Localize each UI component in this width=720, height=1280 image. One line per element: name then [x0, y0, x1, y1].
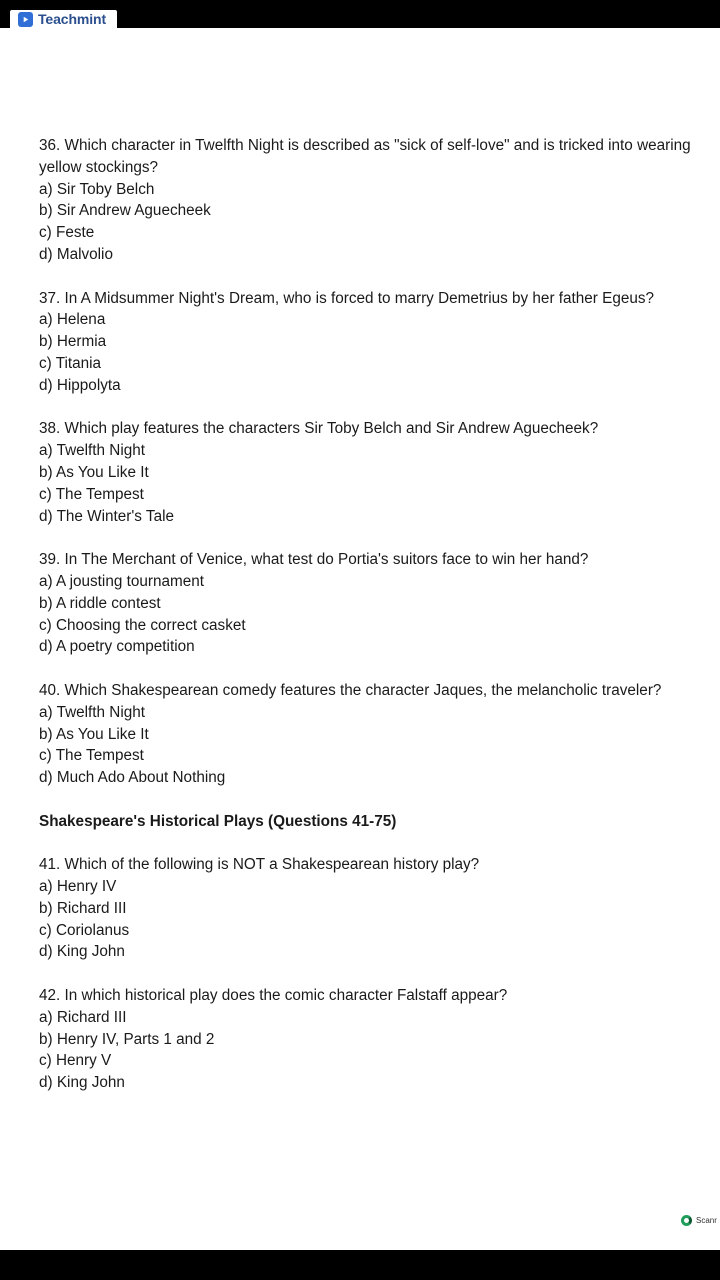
- scanner-watermark: [681, 1212, 720, 1228]
- option-b: b) Richard III: [39, 899, 127, 917]
- option-b: b) Sir Andrew Aguecheek: [39, 202, 211, 220]
- question-36: [39, 135, 709, 266]
- option-b: b) As You Like It: [39, 463, 149, 481]
- option-a: a) Twelfth Night: [39, 442, 145, 460]
- question-39: [39, 549, 709, 658]
- option-c: c) Coriolanus: [39, 921, 130, 939]
- scanner-logo-icon: [681, 1215, 692, 1226]
- question-text: 38. Which play features the characters Sir Toby Belch and Sir Andrew Aguecheek?: [39, 420, 599, 438]
- bottom-bar: [0, 1250, 720, 1280]
- option-a: a) Henry IV: [39, 878, 117, 896]
- top-bar: [0, 0, 720, 28]
- option-d: d) Hippolyta: [39, 376, 121, 394]
- option-b: b) Henry IV, Parts 1 and 2: [39, 1030, 215, 1048]
- question-text: 42. In which historical play does the comic character Falstaff appear?: [39, 987, 508, 1005]
- option-d: d) King John: [39, 1074, 125, 1092]
- question-text: 40. Which Shakespearean comedy features the character Jaques, the melancholic traveler?: [39, 681, 662, 699]
- option-a: a) Helena: [39, 311, 106, 329]
- teachmint-logo-icon: [18, 12, 33, 27]
- option-d: d) The Winter's Tale: [39, 507, 174, 525]
- question-text: 36. Which character in Twelfth Night is described as "sick of self-love" and is tricked into wearing yellow stockings?: [39, 137, 691, 176]
- option-c: c) The Tempest: [39, 747, 144, 765]
- option-a: a) A jousting tournament: [39, 572, 204, 590]
- question-text: 37. In A Midsummer Night's Dream, who is forced to marry Demetrius by her father Egeus?: [39, 289, 655, 307]
- question-37: [39, 288, 709, 397]
- section-heading: Shakespeare's Historical Plays (Questions 41-75): [39, 812, 397, 830]
- option-c: c) Choosing the correct casket: [39, 616, 246, 634]
- option-a: a) Sir Toby Belch: [39, 180, 155, 198]
- teachmint-brand[interactable]: [10, 10, 117, 28]
- option-b: b) Hermia: [39, 333, 107, 351]
- question-text: 39. In The Merchant of Venice, what test do Portia's suitors face to win her hand?: [39, 551, 589, 569]
- option-a: a) Richard III: [39, 1008, 127, 1026]
- option-a: a) Twelfth Night: [39, 703, 145, 721]
- question-sheet: [39, 135, 709, 1116]
- option-d: d) King John: [39, 943, 125, 961]
- scanner-label: Scanr: [696, 1215, 717, 1225]
- option-b: b) A riddle contest: [39, 594, 161, 612]
- question-text: 41. Which of the following is NOT a Shakespearean history play?: [39, 856, 480, 874]
- option-d: d) A poetry competition: [39, 638, 195, 656]
- option-b: b) As You Like It: [39, 725, 149, 743]
- question-42: [39, 985, 709, 1094]
- option-d: d) Malvolio: [39, 245, 113, 263]
- option-c: c) Henry V: [39, 1052, 112, 1070]
- question-41: [39, 854, 709, 963]
- question-40: [39, 680, 709, 789]
- option-c: c) The Tempest: [39, 485, 144, 503]
- option-c: c) Titania: [39, 354, 102, 372]
- option-c: c) Feste: [39, 224, 95, 242]
- question-38: [39, 418, 709, 527]
- option-d: d) Much Ado About Nothing: [39, 769, 226, 787]
- brand-name: Teachmint: [38, 11, 107, 27]
